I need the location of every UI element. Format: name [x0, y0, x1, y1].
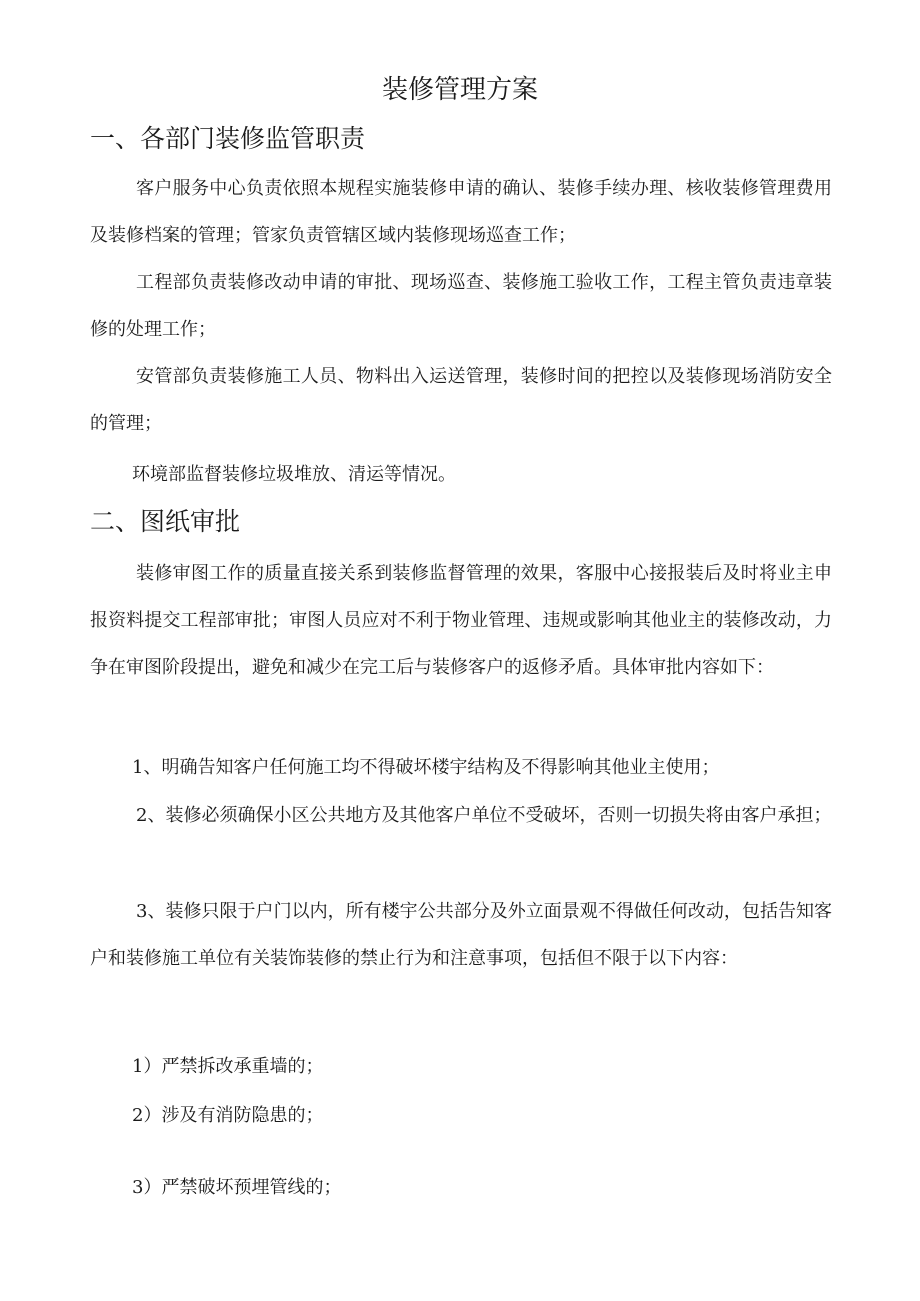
sub-list-item: 3）严禁破坏预埋管线的；	[132, 1177, 342, 1198]
paragraph-approval-intro: 装修审图工作的质量直接关系到装修监督管理的效果，客服中心接报装后及时将业主申报资料提交工程部审批；审图人员应对不利于物业管理、违规或影响其他业主的装修改动，力争在审图阶段提出，避免和减少在完工后与装修客户的返修矛盾。具体审批内容如下：	[90, 563, 832, 678]
sub-list-item: 1）严禁拆改承重墙的；	[132, 1056, 324, 1077]
paragraph-engineering: 工程部负责装修改动申请的审批、现场巡查、装修施工验收工作，工程主管负责违章装修的处理工作；	[90, 272, 832, 340]
section-heading-responsibilities: 一、各部门装修监管职责	[90, 124, 366, 153]
document-title: 装修管理方案	[381, 75, 538, 105]
list-item: 1、明确告知客户任何施工均不得破坏楼宇结构及不得影响其他业主使用；	[132, 757, 720, 778]
paragraph-security: 安管部负责装修施工人员、物料出入运送管理，装修时间的把控以及装修现场消防安全的管理；	[90, 366, 832, 434]
section-heading-drawing-approval: 二、图纸审批	[90, 507, 241, 536]
paragraph-environment: 环境部监督装修垃圾堆放、清运等情况。	[132, 464, 456, 485]
sub-list-item: 2）涉及有消防隐患的；	[132, 1105, 324, 1126]
paragraph-customer-service: 客户服务中心负责依照本规程实施装修申请的确认、装修手续办理、核收装修管理费用及装修档案的管理；管家负责管辖区域内装修现场巡查工作；	[90, 178, 832, 246]
list-item: 3、装修只限于户门以内，所有楼宇公共部分及外立面景观不得做任何改动，包括告知客户和装修施工单位有关装饰装修的禁止行为和注意事项，包括但不限于以下内容：	[90, 901, 832, 969]
list-item: 2、装修必须确保小区公共地方及其他客户单位不受破坏，否则一切损失将由客户承担；	[136, 805, 832, 826]
